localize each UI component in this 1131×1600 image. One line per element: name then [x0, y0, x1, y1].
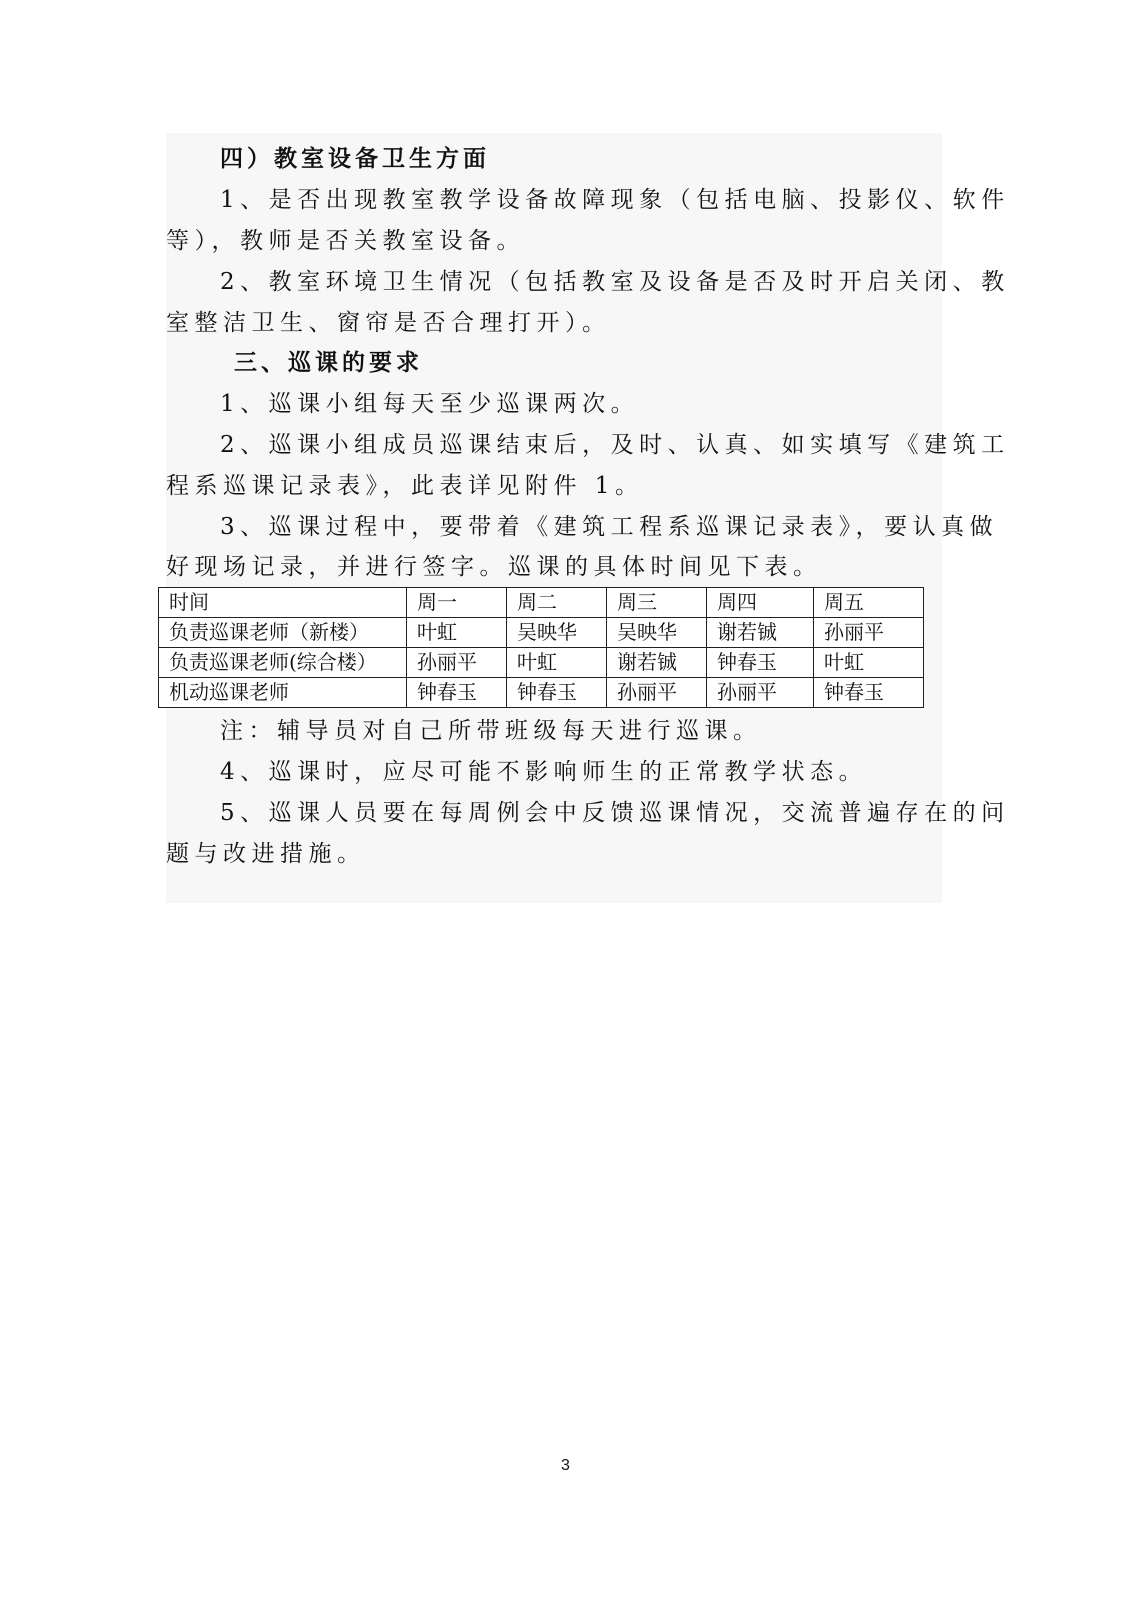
section-heading-classroom-equipment: 四）教室设备卫生方面	[220, 145, 490, 172]
table-cell: 孙丽平	[707, 678, 814, 708]
paragraph-line: 2、巡课小组成员巡课结束后，及时、认真、如实填写《建筑工	[220, 432, 1010, 458]
table-header-cell: 周二	[507, 588, 607, 618]
table-cell: 钟春玉	[814, 678, 924, 708]
table-cell: 吴映华	[507, 618, 607, 648]
document-content	[166, 133, 1010, 903]
table-cell: 钟春玉	[507, 678, 607, 708]
table-cell: 吴映华	[607, 618, 707, 648]
table-cell: 谢若铖	[707, 618, 814, 648]
table-header-cell: 周一	[407, 588, 507, 618]
paragraph-line: 程系巡课记录表》，此表详见附件 1。	[166, 473, 644, 499]
table-cell: 孙丽平	[814, 618, 924, 648]
table-cell: 钟春玉	[407, 678, 507, 708]
table-header-cell: 周五	[814, 588, 924, 618]
paragraph-line: 等），教师是否关教室设备。	[166, 228, 525, 254]
patrol-schedule-table	[158, 587, 924, 708]
paragraph-line: 1、是否出现教室教学设备故障现象（包括电脑、投影仪、软件	[220, 187, 1010, 213]
paragraph-line: 室整洁卫生、窗帘是否合理打开）。	[166, 310, 611, 336]
table-cell: 孙丽平	[607, 678, 707, 708]
section-heading-patrol-requirements: 三、巡课的要求	[234, 349, 423, 376]
table-cell: 叶虹	[507, 648, 607, 678]
paragraph-line: 1、巡课小组每天至少巡课两次。	[220, 391, 640, 417]
table-cell: 机动巡课老师	[159, 678, 407, 708]
table-cell: 叶虹	[814, 648, 924, 678]
table-cell: 负责巡课老师（新楼）	[159, 618, 407, 648]
table-header-row	[159, 588, 924, 618]
table-cell: 钟春玉	[707, 648, 814, 678]
paragraph-line: 题与改进措施。	[166, 841, 366, 867]
table-cell: 谢若铖	[607, 648, 707, 678]
table-header-cell: 周三	[607, 588, 707, 618]
table-row	[159, 648, 924, 678]
table-header-cell: 时间	[159, 588, 407, 618]
paragraph-line: 3、巡课过程中，要带着《建筑工程系巡课记录表》，要认真做	[220, 514, 999, 540]
table-cell: 叶虹	[407, 618, 507, 648]
paragraph-line: 2、教室环境卫生情况（包括教室及设备是否及时开启关闭、教	[220, 269, 1010, 295]
paragraph-line: 好现场记录，并进行签字。巡课的具体时间见下表。	[166, 554, 822, 580]
page-number: 3	[561, 1457, 570, 1474]
table-row	[159, 618, 924, 648]
table-cell: 孙丽平	[407, 648, 507, 678]
table-row	[159, 678, 924, 708]
paragraph-line: 4、巡课时，应尽可能不影响师生的正常教学状态。	[220, 759, 868, 785]
table-header-cell: 周四	[707, 588, 814, 618]
paragraph-line: 5、巡课人员要在每周例会中反馈巡课情况，交流普遍存在的问	[220, 800, 1010, 826]
table-note: 注：辅导员对自己所带班级每天进行巡课。	[220, 718, 762, 744]
table-cell: 负责巡课老师(综合楼）	[159, 648, 407, 678]
